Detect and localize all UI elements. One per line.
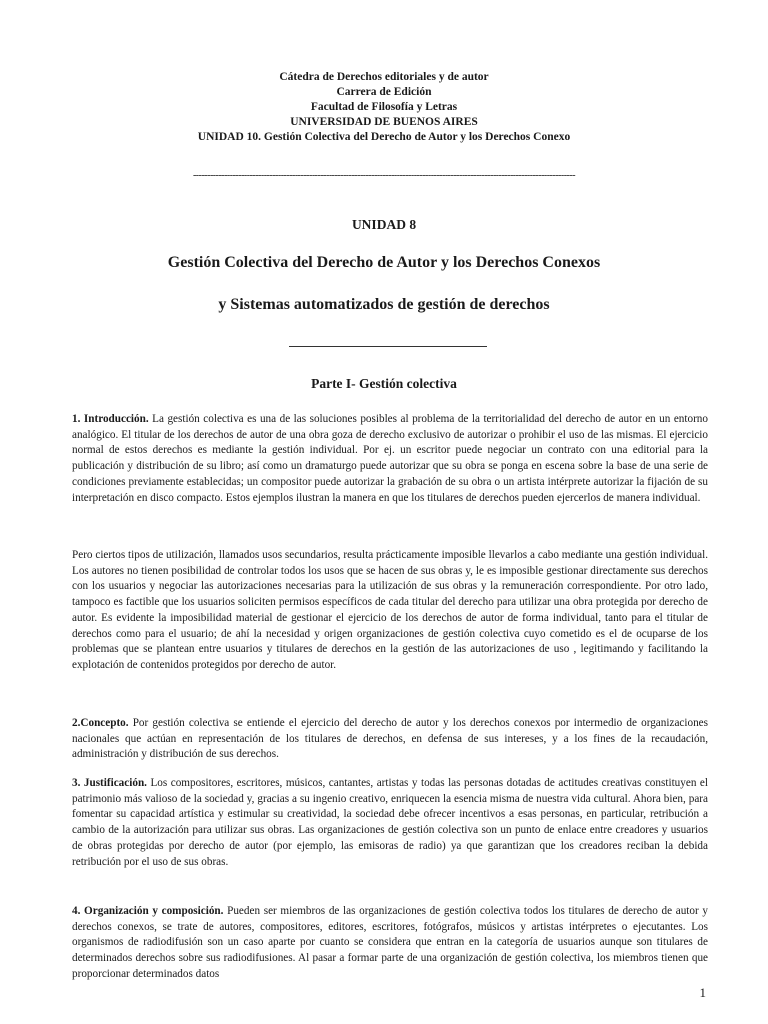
unit-label: UNIDAD 8	[351, 217, 417, 232]
section-text: Pueden ser miembros de las organizaciones de gestión colectiva todos los titulares de derecho de autor y derechos conexos, se trate de autores, compositores, editores, escritores, fotógrafos, músicos y artistas intérpretes o ejecutantes. Los organismos de radiodifusión son un caso aparte por cuanto se considera que entran en la categoría de usuarios aunque son titulares de determinados derechos sobre sus radiodifusiones. Al pasar a formar parte de una organización de gestión colectiva, los miembros tienen que proporcionar determinados datos	[72, 905, 708, 980]
header-university-line: UNIVERSIDAD DE BUENOS AIRES	[290, 116, 478, 128]
section-text: Los compositores, escritores, músicos, cantantes, artistas y todas las personas dotadas de actitudes creativas constituyen el patrimonio más valioso de la sociedad y, gracias a su ingenio creativo, enriquecen la esencia misma de nuestra vida cultural. Ahora bien, para fomentar su capacidad artística y estimular su creatividad, la sociedad debe ofrecer incentivos a esas personas, en particular, retribución a cambio de la autorización para utilizar sus obras. Las organizaciones de gestión colectiva son un punto de enlace entre creadores y usuarios de obras protegidas por derecho de autor (por ejemplo, las emisoras de radio) ya que garantizan que los creadores reciban la debida retribución por el uso de sus obras.	[72, 777, 708, 868]
section-heading: 1. Introducción.	[72, 413, 149, 425]
header-unit-line: UNIDAD 10. Gestión Colectiva del Derecho de Autor y los Derechos Conexo	[197, 131, 571, 143]
section-heading: 4. Organización y composición.	[72, 905, 224, 917]
section-text: La gestión colectiva es una de las soluciones posibles al problema de la territorialidad del derecho de autor en un entorno analógico. El titular de los derechos de autor de una obra goza de derecho exclusivo de autorizar o prohibir el uso de las mismas. El ejercicio normal de estos derechos es mediante la gestión individual. Por ej. un escritor puede negociar un contrato con una editorial para la publicación y distribución de su libro; así como un dramaturgo puede autorizar que su obra se ponga en escena sobre la base de una serie de condiciones previamente establecidas; un compositor puede autorizar la grabación de su obra o un artista intérprete autorizar la fijación de su interpretación en disco compacto. Estos ejemplos ilustran la manera en que los titulares de derechos pueden ejercerlos de manera individual.	[72, 413, 708, 504]
document-subtitle: y Sistemas automatizados de gestión de derechos	[218, 296, 550, 313]
section-organizacion	[72, 904, 708, 983]
section-introduccion	[72, 412, 708, 506]
document-header	[0, 70, 768, 145]
section-concepto	[72, 716, 708, 763]
dashed-separator: ---------------------------------------------------------------------------------------------------------------------------------------	[192, 170, 576, 181]
section-justificacion	[72, 776, 708, 870]
section-usos-secundarios	[72, 548, 708, 674]
horizontal-rule	[289, 346, 487, 347]
document-title: Gestión Colectiva del Derecho de Autor y los Derechos Conexos	[167, 254, 601, 271]
header-career-line: Carrera de Edición	[336, 86, 432, 98]
section-heading: 2.Concepto.	[72, 717, 129, 729]
section-text: Pero ciertos tipos de utilización, llamados usos secundarios, resulta prácticamente imposible llevarlos a cabo mediante una gestión individual. Los autores no tienen posibilidad de controlar todos los usos que se hacen de sus obras y, le es imposible gestionar directamente sus derechos con los usuarios y negociar las autorizaciones necesarias para la utilización de sus obras y la remuneración correspondiente. Por otro lado, tampoco es factible que los usuarios soliciten permisos específicos de cada titular del derecho para utilizar una obra protegida por derecho de autor. Es evidente la imposibilidad material de gestionar el ejercicio de los derechos de autor de forma individual, tanto para el titular de derechos como para el usuario; de ahí la necesidad y origen organizaciones de gestión colectiva cuyo cometido es el de ocuparse de los problemas que se plantean entre usuarios y titulares de derechos en la gestión de las autorizaciones de uso , legitimando y facilitando la explotación de contenidos protegidos por derecho de autor.	[72, 549, 708, 671]
section-text: Por gestión colectiva se entiende el ejercicio del derecho de autor y los derechos conexos por intermedio de organizaciones nacionales que actúan en representación de los titulares de derechos, en defensa de sus intereses, y a los fines de la recaudación, administración y distribución de sus derechos.	[72, 717, 708, 761]
part-title: Parte I- Gestión colectiva	[311, 376, 457, 391]
header-chair-line: Cátedra de Derechos editoriales y de autor	[279, 71, 489, 83]
page-number: 1	[699, 985, 706, 1000]
header-faculty-line: Facultad de Filosofía y Letras	[310, 101, 458, 113]
section-heading: 3. Justificación.	[72, 777, 147, 789]
